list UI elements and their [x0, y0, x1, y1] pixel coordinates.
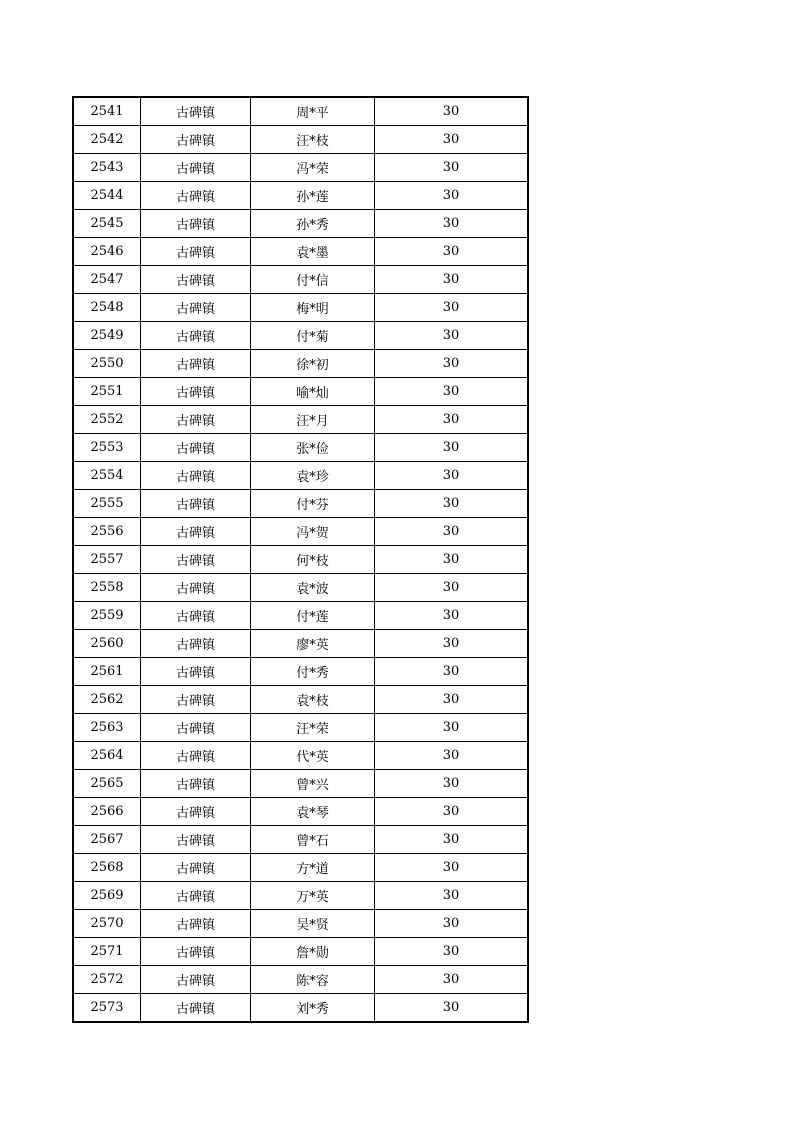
- town-cell: 古碑镇: [141, 742, 251, 770]
- person-name-cell: 徐*初: [251, 350, 375, 378]
- row-number-cell: 2548: [73, 294, 141, 322]
- town-cell: 古碑镇: [141, 630, 251, 658]
- row-number-cell: 2572: [73, 966, 141, 994]
- row-number-cell: 2554: [73, 462, 141, 490]
- amount-cell: 30: [375, 994, 529, 1023]
- row-number-cell: 2566: [73, 798, 141, 826]
- person-name-cell: 汪*荣: [251, 714, 375, 742]
- town-cell: 古碑镇: [141, 602, 251, 630]
- amount-cell: 30: [375, 294, 529, 322]
- row-number-cell: 2564: [73, 742, 141, 770]
- row-number-cell: 2562: [73, 686, 141, 714]
- town-cell: 古碑镇: [141, 238, 251, 266]
- table-row: [73, 97, 528, 126]
- town-cell: 古碑镇: [141, 154, 251, 182]
- table-row: [73, 882, 528, 910]
- person-name-cell: 周*平: [251, 97, 375, 126]
- town-cell: 古碑镇: [141, 266, 251, 294]
- row-number-cell: 2544: [73, 182, 141, 210]
- row-number-cell: 2551: [73, 378, 141, 406]
- person-name-cell: 汪*月: [251, 406, 375, 434]
- town-cell: 古碑镇: [141, 994, 251, 1023]
- table-row: [73, 686, 528, 714]
- amount-cell: 30: [375, 966, 529, 994]
- table-row: [73, 994, 528, 1023]
- person-name-cell: 冯*贺: [251, 518, 375, 546]
- person-name-cell: 付*莲: [251, 602, 375, 630]
- person-name-cell: 冯*荣: [251, 154, 375, 182]
- person-name-cell: 袁*墨: [251, 238, 375, 266]
- table-row: [73, 938, 528, 966]
- person-name-cell: 代*英: [251, 742, 375, 770]
- row-number-cell: 2559: [73, 602, 141, 630]
- town-cell: 古碑镇: [141, 574, 251, 602]
- person-name-cell: 廖*英: [251, 630, 375, 658]
- person-name-cell: 汪*枝: [251, 126, 375, 154]
- amount-cell: 30: [375, 490, 529, 518]
- table-row: [73, 210, 528, 238]
- table-row: [73, 182, 528, 210]
- town-cell: 古碑镇: [141, 770, 251, 798]
- table-row: [73, 658, 528, 686]
- amount-cell: 30: [375, 686, 529, 714]
- table-row: [73, 910, 528, 938]
- amount-cell: 30: [375, 938, 529, 966]
- person-name-cell: 袁*枝: [251, 686, 375, 714]
- amount-cell: 30: [375, 546, 529, 574]
- town-cell: 古碑镇: [141, 462, 251, 490]
- amount-cell: 30: [375, 574, 529, 602]
- table-row: [73, 770, 528, 798]
- table-row: [73, 854, 528, 882]
- amount-cell: 30: [375, 602, 529, 630]
- town-cell: 古碑镇: [141, 294, 251, 322]
- person-name-cell: 孙*秀: [251, 210, 375, 238]
- person-name-cell: 付*信: [251, 266, 375, 294]
- roster-table-body: [73, 97, 528, 1022]
- roster-table: [72, 96, 529, 1023]
- table-row: [73, 462, 528, 490]
- table-row: [73, 798, 528, 826]
- amount-cell: 30: [375, 406, 529, 434]
- row-number-cell: 2571: [73, 938, 141, 966]
- amount-cell: 30: [375, 798, 529, 826]
- row-number-cell: 2565: [73, 770, 141, 798]
- person-name-cell: 袁*珍: [251, 462, 375, 490]
- amount-cell: 30: [375, 714, 529, 742]
- row-number-cell: 2561: [73, 658, 141, 686]
- amount-cell: 30: [375, 434, 529, 462]
- table-row: [73, 154, 528, 182]
- town-cell: 古碑镇: [141, 938, 251, 966]
- row-number-cell: 2543: [73, 154, 141, 182]
- person-name-cell: 付*芬: [251, 490, 375, 518]
- person-name-cell: 喻*灿: [251, 378, 375, 406]
- row-number-cell: 2563: [73, 714, 141, 742]
- row-number-cell: 2573: [73, 994, 141, 1023]
- person-name-cell: 吴*贤: [251, 910, 375, 938]
- person-name-cell: 刘*秀: [251, 994, 375, 1023]
- town-cell: 古碑镇: [141, 378, 251, 406]
- person-name-cell: 万*英: [251, 882, 375, 910]
- row-number-cell: 2549: [73, 322, 141, 350]
- row-number-cell: 2556: [73, 518, 141, 546]
- row-number-cell: 2547: [73, 266, 141, 294]
- person-name-cell: 梅*明: [251, 294, 375, 322]
- town-cell: 古碑镇: [141, 714, 251, 742]
- table-row: [73, 602, 528, 630]
- amount-cell: 30: [375, 210, 529, 238]
- amount-cell: 30: [375, 266, 529, 294]
- town-cell: 古碑镇: [141, 854, 251, 882]
- table-row: [73, 294, 528, 322]
- table-row: [73, 630, 528, 658]
- person-name-cell: 方*道: [251, 854, 375, 882]
- amount-cell: 30: [375, 350, 529, 378]
- row-number-cell: 2569: [73, 882, 141, 910]
- person-name-cell: 袁*波: [251, 574, 375, 602]
- town-cell: 古碑镇: [141, 966, 251, 994]
- table-row: [73, 826, 528, 854]
- person-name-cell: 曾*兴: [251, 770, 375, 798]
- person-name-cell: 陈*容: [251, 966, 375, 994]
- row-number-cell: 2557: [73, 546, 141, 574]
- table-row: [73, 518, 528, 546]
- table-row: [73, 126, 528, 154]
- town-cell: 古碑镇: [141, 518, 251, 546]
- table-row: [73, 966, 528, 994]
- amount-cell: 30: [375, 658, 529, 686]
- amount-cell: 30: [375, 882, 529, 910]
- town-cell: 古碑镇: [141, 182, 251, 210]
- row-number-cell: 2541: [73, 97, 141, 126]
- row-number-cell: 2555: [73, 490, 141, 518]
- person-name-cell: 詹*勋: [251, 938, 375, 966]
- amount-cell: 30: [375, 518, 529, 546]
- town-cell: 古碑镇: [141, 798, 251, 826]
- table-row: [73, 322, 528, 350]
- table-row: [73, 350, 528, 378]
- person-name-cell: 孙*莲: [251, 182, 375, 210]
- amount-cell: 30: [375, 126, 529, 154]
- town-cell: 古碑镇: [141, 210, 251, 238]
- row-number-cell: 2546: [73, 238, 141, 266]
- table-row: [73, 742, 528, 770]
- town-cell: 古碑镇: [141, 882, 251, 910]
- amount-cell: 30: [375, 630, 529, 658]
- person-name-cell: 付*菊: [251, 322, 375, 350]
- table-row: [73, 490, 528, 518]
- row-number-cell: 2545: [73, 210, 141, 238]
- table-row: [73, 574, 528, 602]
- row-number-cell: 2542: [73, 126, 141, 154]
- person-name-cell: 张*俭: [251, 434, 375, 462]
- amount-cell: 30: [375, 378, 529, 406]
- town-cell: 古碑镇: [141, 126, 251, 154]
- table-row: [73, 266, 528, 294]
- amount-cell: 30: [375, 182, 529, 210]
- row-number-cell: 2568: [73, 854, 141, 882]
- row-number-cell: 2558: [73, 574, 141, 602]
- table-row: [73, 546, 528, 574]
- town-cell: 古碑镇: [141, 910, 251, 938]
- row-number-cell: 2552: [73, 406, 141, 434]
- town-cell: 古碑镇: [141, 490, 251, 518]
- town-cell: 古碑镇: [141, 97, 251, 126]
- town-cell: 古碑镇: [141, 826, 251, 854]
- row-number-cell: 2570: [73, 910, 141, 938]
- amount-cell: 30: [375, 462, 529, 490]
- table-row: [73, 434, 528, 462]
- person-name-cell: 袁*琴: [251, 798, 375, 826]
- amount-cell: 30: [375, 742, 529, 770]
- table-row: [73, 238, 528, 266]
- town-cell: 古碑镇: [141, 658, 251, 686]
- amount-cell: 30: [375, 97, 529, 126]
- row-number-cell: 2567: [73, 826, 141, 854]
- table-row: [73, 378, 528, 406]
- town-cell: 古碑镇: [141, 406, 251, 434]
- town-cell: 古碑镇: [141, 434, 251, 462]
- row-number-cell: 2560: [73, 630, 141, 658]
- person-name-cell: 何*枝: [251, 546, 375, 574]
- town-cell: 古碑镇: [141, 350, 251, 378]
- table-row: [73, 406, 528, 434]
- town-cell: 古碑镇: [141, 322, 251, 350]
- row-number-cell: 2550: [73, 350, 141, 378]
- town-cell: 古碑镇: [141, 546, 251, 574]
- amount-cell: 30: [375, 826, 529, 854]
- town-cell: 古碑镇: [141, 686, 251, 714]
- amount-cell: 30: [375, 238, 529, 266]
- amount-cell: 30: [375, 910, 529, 938]
- amount-cell: 30: [375, 854, 529, 882]
- amount-cell: 30: [375, 770, 529, 798]
- person-name-cell: 曾*石: [251, 826, 375, 854]
- amount-cell: 30: [375, 322, 529, 350]
- person-name-cell: 付*秀: [251, 658, 375, 686]
- table-row: [73, 714, 528, 742]
- amount-cell: 30: [375, 154, 529, 182]
- row-number-cell: 2553: [73, 434, 141, 462]
